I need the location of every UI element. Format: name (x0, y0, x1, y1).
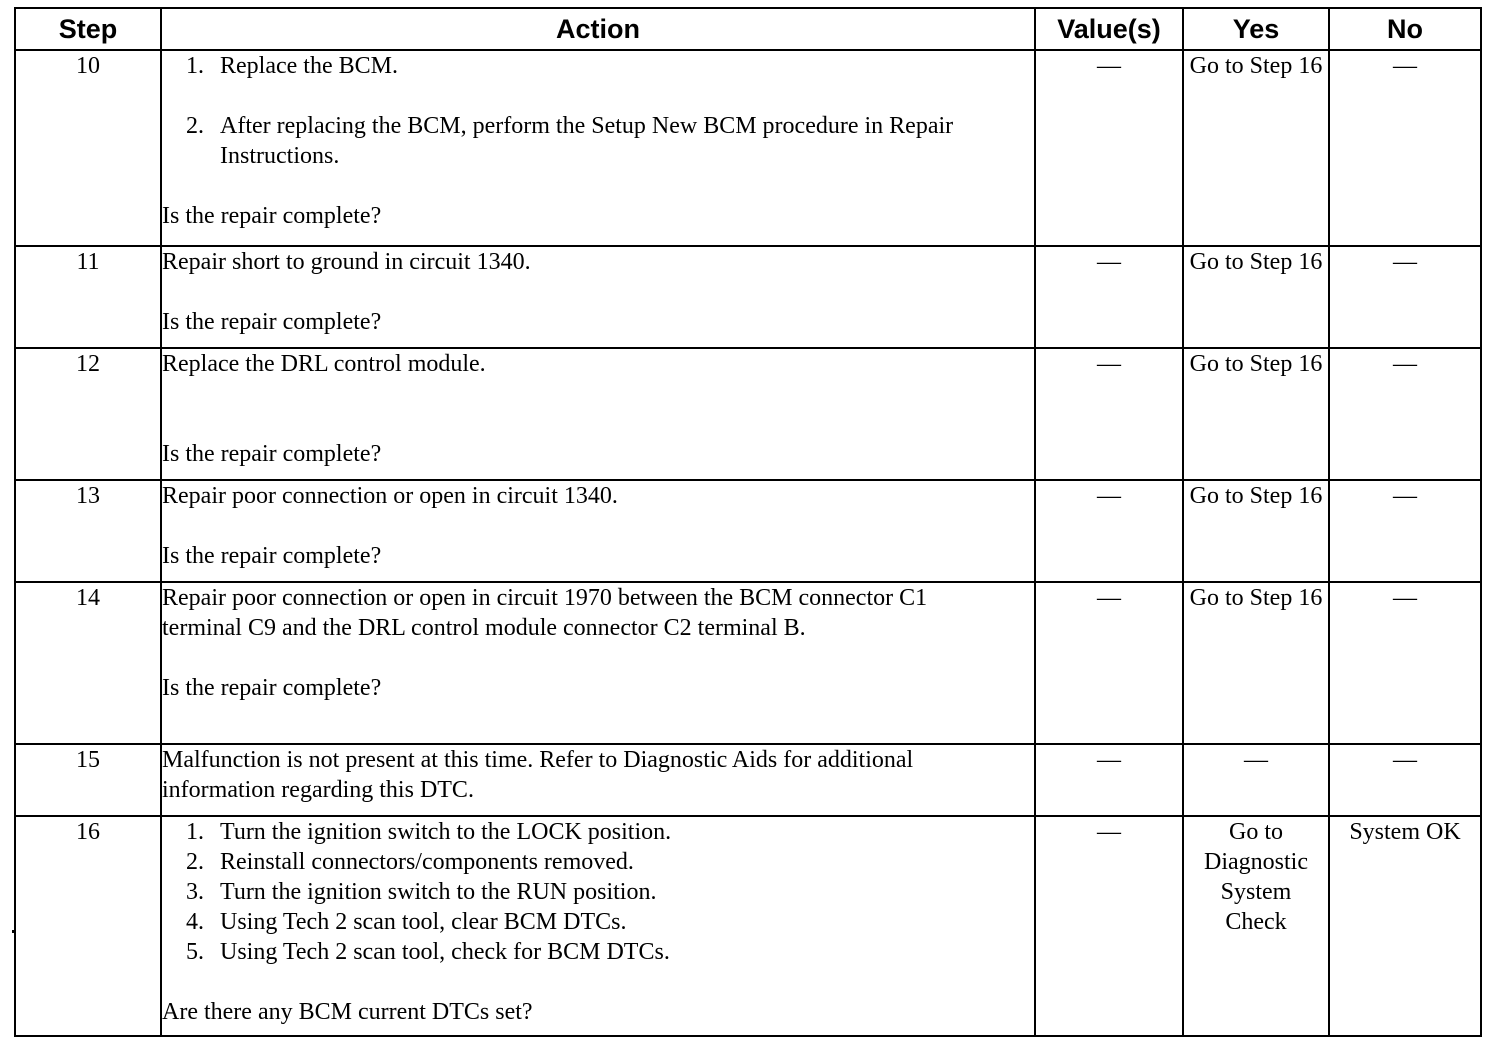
header-yes: Yes (1183, 8, 1329, 50)
no-cell: — (1329, 582, 1481, 744)
table-row (15, 348, 1481, 480)
values-cell: — (1035, 246, 1183, 348)
action-cell (161, 50, 1035, 246)
step-number: 16 (15, 816, 161, 1036)
list-item (162, 937, 1034, 967)
step-number: 11 (15, 246, 161, 348)
action-text: Repair poor connection or open in circuit 1970 between the BCM connector C1 terminal C9 and the DRL control module connector C2 terminal B. (162, 585, 928, 641)
no-cell: — (1329, 50, 1481, 246)
list-item-text: After replacing the BCM, perform the Setup New BCM procedure in Repair Instructions. (220, 113, 954, 169)
table-row (15, 480, 1481, 582)
table-row (15, 744, 1481, 816)
yes-cell: Go to Step 16 (1183, 480, 1329, 582)
list-item (162, 877, 1034, 907)
list-number: 2. (186, 849, 204, 875)
diagnostic-table (14, 7, 1482, 1037)
list-item (162, 817, 1034, 847)
action-question: Is the repair complete? (162, 543, 382, 569)
list-item-text: Turn the ignition switch to the LOCK position. (220, 819, 672, 845)
yes-cell: Go to Step 16 (1183, 50, 1329, 246)
table-row (15, 582, 1481, 744)
header-action: Action (161, 8, 1035, 50)
no-cell: — (1329, 348, 1481, 480)
action-steps-list (162, 51, 1034, 171)
header-row (15, 8, 1481, 50)
action-question: Is the repair complete? (162, 675, 382, 701)
values-cell: — (1035, 50, 1183, 246)
step-number: 15 (15, 744, 161, 816)
action-question: Is the repair complete? (162, 441, 382, 467)
table-row (15, 246, 1481, 348)
list-item (162, 51, 1034, 81)
values-cell: — (1035, 744, 1183, 816)
yes-cell: Go to Step 16 (1183, 348, 1329, 480)
list-number: 1. (186, 53, 204, 79)
no-cell: — (1329, 744, 1481, 816)
action-text: Repair poor connection or open in circuit 1340. (162, 483, 618, 509)
table-row (15, 816, 1481, 1036)
yes-cell: Go to Step 16 (1183, 582, 1329, 744)
values-cell: — (1035, 582, 1183, 744)
action-cell (161, 582, 1035, 744)
table-row (15, 50, 1481, 246)
action-steps-list (162, 817, 1034, 967)
action-text: Repair short to ground in circuit 1340. (162, 249, 531, 275)
header-values: Value(s) (1035, 8, 1183, 50)
action-cell (161, 480, 1035, 582)
list-number: 3. (186, 879, 204, 905)
step-number: 13 (15, 480, 161, 582)
scan-artifact (12, 930, 15, 933)
action-cell (161, 816, 1035, 1036)
list-number: 1. (186, 819, 204, 845)
step-number: 14 (15, 582, 161, 744)
values-cell: — (1035, 480, 1183, 582)
list-number: 4. (186, 909, 204, 935)
list-number: 5. (186, 939, 204, 965)
action-cell (161, 744, 1035, 816)
no-cell: System OK (1329, 816, 1481, 1036)
yes-cell: Go to Step 16 (1183, 246, 1329, 348)
no-cell: — (1329, 246, 1481, 348)
yes-cell: — (1183, 744, 1329, 816)
list-item (162, 111, 1034, 171)
action-question: Is the repair complete? (162, 309, 382, 335)
action-question: Are there any BCM current DTCs set? (162, 999, 533, 1025)
action-question: Is the repair complete? (162, 203, 382, 229)
header-no: No (1329, 8, 1481, 50)
values-cell: — (1035, 348, 1183, 480)
yes-cell: Go to Diagnostic System Check (1183, 816, 1329, 1036)
header-step: Step (15, 8, 161, 50)
list-item-text: Turn the ignition switch to the RUN position. (220, 879, 657, 905)
action-cell (161, 246, 1035, 348)
list-number: 2. (186, 113, 204, 139)
list-item (162, 907, 1034, 937)
step-number: 12 (15, 348, 161, 480)
list-item-text: Replace the BCM. (220, 53, 398, 79)
list-item-text: Using Tech 2 scan tool, check for BCM DTCs. (220, 939, 670, 965)
action-text: Replace the DRL control module. (162, 351, 486, 377)
values-cell: — (1035, 816, 1183, 1036)
step-number: 10 (15, 50, 161, 246)
action-cell (161, 348, 1035, 480)
list-item-text: Reinstall connectors/components removed. (220, 849, 634, 875)
list-item (162, 847, 1034, 877)
no-cell: — (1329, 480, 1481, 582)
list-item-text: Using Tech 2 scan tool, clear BCM DTCs. (220, 909, 627, 935)
action-text: Malfunction is not present at this time. Refer to Diagnostic Aids for additional information regarding this DTC. (162, 747, 914, 803)
